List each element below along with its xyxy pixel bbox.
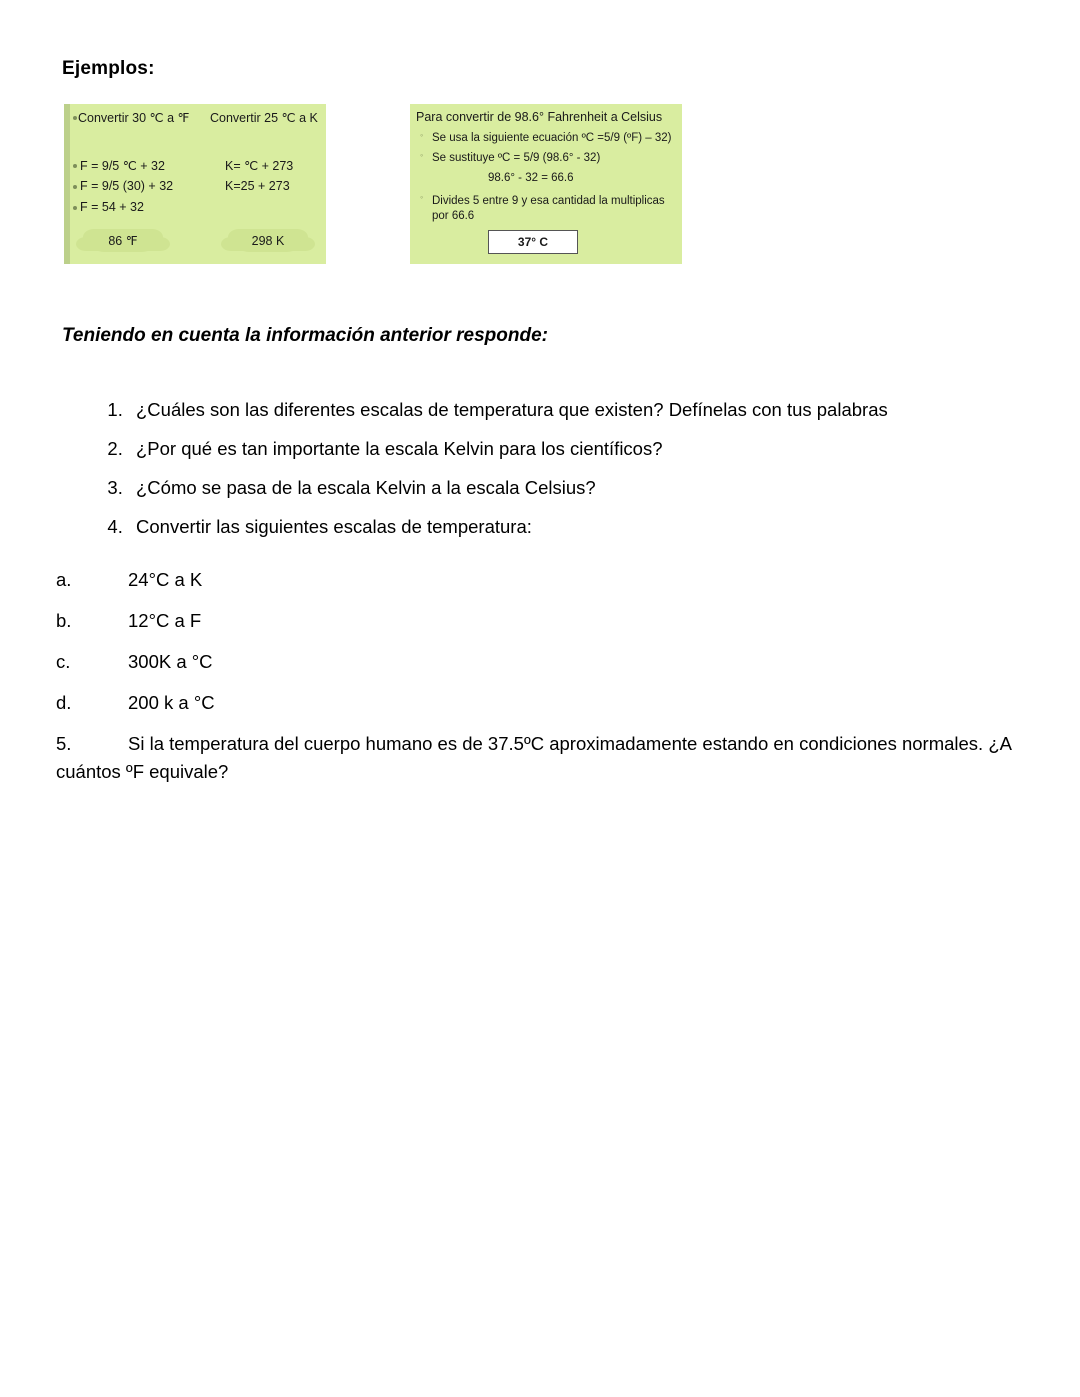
bullet-icon <box>73 185 77 189</box>
list-item: 1. ¿Cuáles son las diferentes escalas de temperatura que existen? Defínelas con tus palabras <box>128 398 1068 422</box>
example2-line-4: Divides 5 entre 9 y esa cantidad la multiplicas por 66.6 <box>432 195 665 222</box>
example1-right-line-2: K=25 + 273 <box>225 179 290 193</box>
bullet-icon: ◦ <box>420 130 424 140</box>
list-item <box>56 650 1026 674</box>
list-item <box>56 691 1026 715</box>
example2-line-1: Se usa la siguiente ecuación ºC =5/9 (ºF) – 32) <box>432 132 672 144</box>
example2-line-3: 98.6° - 32 = 66.6 <box>488 172 574 184</box>
sub-item-list <box>56 568 1026 732</box>
example2-line-2: Se sustituye ºC = 5/9 (98.6° - 32) <box>432 152 601 164</box>
example1-right-line-1: K= ℃ + 273 <box>225 159 294 173</box>
example1-left-line-3: F = 54 + 32 <box>80 200 144 214</box>
example-image-conversion-1 <box>64 104 326 264</box>
sub-item-label: b. <box>56 610 72 631</box>
example1-title-right: Convertir 25 ℃ a K <box>210 111 318 125</box>
example-image-conversion-2 <box>410 104 682 264</box>
question-five <box>56 730 1016 786</box>
list-item <box>56 568 1026 592</box>
instruction-text: Teniendo en cuenta la información anterior responde: <box>62 325 548 346</box>
sub-item-text: 200 k a °C <box>128 692 215 713</box>
question-list <box>90 398 1068 554</box>
example2-title: Para convertir de 98.6° Fahrenheit a Celsius <box>416 110 663 124</box>
list-item: 3. ¿Cómo se pasa de la escala Kelvin a la escala Celsius? <box>128 476 1068 500</box>
example2-result: 37° C <box>488 230 578 254</box>
example1-left-line-2: F = 9/5 (30) + 32 <box>80 179 174 193</box>
sub-item-label: c. <box>56 651 71 672</box>
example1-left-line-1: F = 9/5 ℃ + 32 <box>80 159 165 173</box>
page-title: Ejemplos: <box>62 58 155 79</box>
sub-item-text: 24°C a K <box>128 569 203 590</box>
sub-item-label: d. <box>56 692 72 713</box>
bullet-icon <box>73 116 77 120</box>
example1-result-left: 86 ℉ <box>90 230 156 252</box>
bullet-icon: ◦ <box>420 150 424 160</box>
example1-result-right: 298 K <box>235 230 301 252</box>
list-item: 2. ¿Por qué es tan importante la escala Kelvin para los científicos? <box>128 437 1068 461</box>
question-five-number: 5. <box>56 733 72 754</box>
example1-title-left: Convertir 30 ℃ a ℉ <box>78 111 190 125</box>
question-five-text: Si la temperatura del cuerpo humano es de 37.5ºC aproximadamente estando en condiciones normales. ¿A cuántos ºF equivale? <box>56 733 1011 782</box>
bullet-icon <box>73 206 77 210</box>
bullet-icon <box>73 164 77 168</box>
sub-item-text: 300K a °C <box>128 651 213 672</box>
bullet-icon: ◦ <box>420 192 424 202</box>
sub-item-label: a. <box>56 569 72 590</box>
list-item <box>56 609 1026 633</box>
sub-item-text: 12°C a F <box>128 610 202 631</box>
list-item: 4. Convertir las siguientes escalas de temperatura: <box>128 515 1068 539</box>
